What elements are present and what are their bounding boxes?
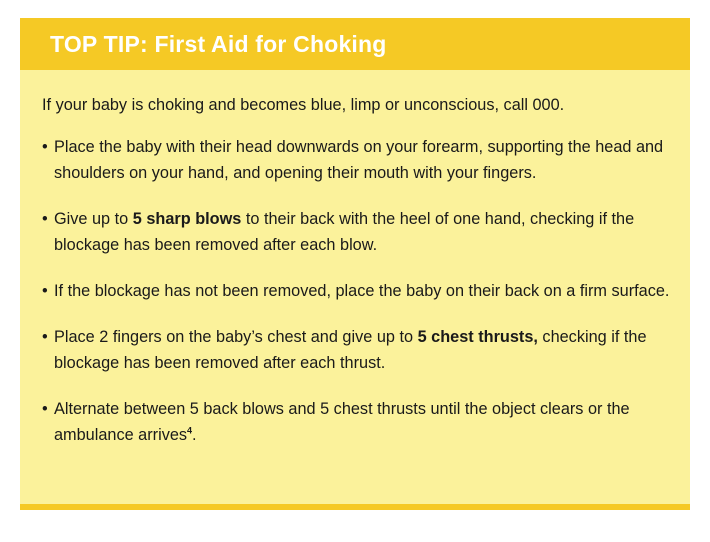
tip-body bbox=[20, 70, 690, 448]
bullet-icon: • bbox=[42, 400, 48, 418]
bullet-icon: • bbox=[42, 282, 48, 300]
footnote-reference: 4 bbox=[187, 425, 193, 436]
step-item bbox=[42, 396, 672, 448]
step-item bbox=[42, 206, 672, 258]
steps-list bbox=[42, 134, 672, 448]
tip-header bbox=[20, 18, 690, 70]
step-text: Alternate between 5 back blows and 5 chest thrusts until the object clears or the ambulance arrives bbox=[54, 400, 630, 444]
step-emphasis: 5 sharp blows bbox=[132, 210, 242, 228]
step-text-end: . bbox=[192, 426, 197, 444]
tip-title: TOP TIP: First Aid for Choking bbox=[50, 30, 387, 57]
step-item bbox=[42, 278, 672, 304]
step-item bbox=[42, 324, 672, 376]
top-tip-box bbox=[20, 18, 690, 510]
bullet-icon: • bbox=[42, 328, 48, 346]
intro-text: If your baby is choking and becomes blue, limp or unconscious, call 000. bbox=[42, 96, 565, 114]
bullet-icon: • bbox=[42, 138, 48, 156]
step-item bbox=[42, 134, 672, 186]
step-text: Give up to bbox=[54, 210, 133, 228]
step-text: checking if the blockage has been removed after each thrust. bbox=[54, 328, 647, 372]
step-emphasis: 5 chest thrusts, bbox=[417, 328, 538, 346]
step-text: to their back with the heel of one hand, checking if the blockage has been removed after each blow. bbox=[54, 210, 635, 254]
bullet-icon: • bbox=[42, 210, 48, 228]
step-text: If the blockage has not been removed, place the baby on their back on a firm surface. bbox=[54, 282, 670, 300]
step-text: Place 2 fingers on the baby’s chest and give up to bbox=[54, 328, 418, 346]
step-text: Place the baby with their head downwards on your forearm, supporting the head and shoulders on your hand, and opening their mouth with your fingers. bbox=[54, 138, 664, 182]
